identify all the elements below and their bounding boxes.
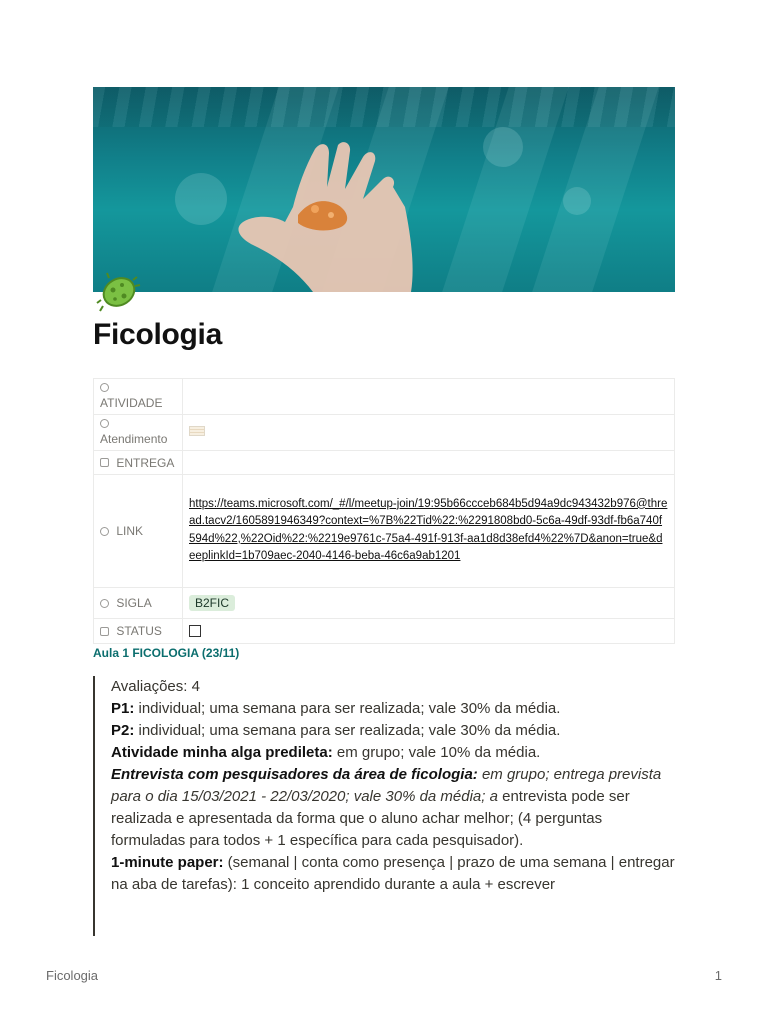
property-name-status: STATUS — [94, 618, 183, 643]
section-heading-link[interactable]: Aula 1 FICOLOGIA (23/11) — [93, 646, 240, 660]
avaliacoes-line: Avaliações: 4 — [111, 678, 200, 695]
cover-image — [93, 87, 675, 292]
select-icon — [100, 599, 109, 608]
property-row-entrega — [94, 450, 675, 474]
file-thumbnail[interactable] — [189, 426, 205, 436]
property-row-atendimento — [94, 414, 675, 450]
bacteria-icon — [95, 270, 141, 316]
property-row-sigla — [94, 587, 675, 618]
minute-paper-paragraph: 1-minute paper: (semanal | conta como presença | prazo de uma semana | entregar na aba de tarefas): 1 conceito aprendido durante a aula + escrever — [111, 854, 675, 893]
select-icon — [100, 383, 109, 392]
calendar-icon — [100, 458, 109, 467]
property-name-entrega: ENTREGA — [94, 450, 183, 474]
link-value — [183, 474, 675, 587]
status-value — [183, 618, 675, 643]
link-icon — [100, 527, 109, 536]
entrega-value[interactable] — [183, 450, 675, 474]
hand-illustration — [93, 87, 675, 292]
property-name-atendimento: Atendimento — [94, 414, 183, 450]
atividade-value[interactable] — [183, 379, 675, 415]
entrevista-paragraph: Entrevista com pesquisadores da área de ficologia: em grupo; entrega prevista para o dia 15/03/2021 - 22/03/2020; vale 30% da média; a entrevista pode ser realizada e apresentada da forma que o aluno achar melhor; (4 perguntas formuladas para todos + 1 específica para cada pesquisador). — [111, 766, 662, 849]
property-row-atividade — [94, 379, 675, 415]
teams-meeting-link[interactable]: https://teams.microsoft.com/_#/l/meetup-join/19:95b66ccceb684b5d94a9dc943432b976@thread.tacv2/1605891946349?context=%7B%22Tid%22:%2291808bd0-5c6a-49df-93df-fb6a740f594d%22,%22Oid%22:%2219e9761c-75a4-491f-913f-aa1d8d38efd4%22%7D&anon=true&deeplinkId=1b709aec-2040-4146-beba-46c6a9ab1201 — [189, 497, 668, 563]
property-name-link: LINK — [94, 474, 183, 587]
footer-title: Ficologia — [46, 968, 99, 983]
footer-page-number: 1 — [714, 968, 722, 983]
attachment-icon — [100, 419, 109, 428]
status-checkbox[interactable] — [189, 625, 201, 637]
property-name-atividade: ATIVIDADE — [94, 379, 183, 415]
property-row-status — [94, 618, 675, 643]
quote-block — [93, 676, 675, 936]
sigla-tag[interactable]: B2FIC — [189, 595, 235, 611]
p1-line: P1: individual; uma semana para ser realizada; vale 30% da média. — [111, 700, 561, 717]
property-name-sigla: SIGLA — [94, 587, 183, 618]
atendimento-value[interactable] — [183, 414, 675, 450]
checkbox-property-icon — [100, 627, 109, 636]
p2-line: P2: individual; uma semana para ser realizada; vale 30% da média. — [111, 722, 561, 739]
sigla-value — [183, 587, 675, 618]
property-row-link — [94, 474, 675, 587]
page-title: Ficologia — [93, 318, 222, 351]
alga-line: Atividade minha alga predileta: em grupo; vale 10% da média. — [111, 744, 541, 761]
properties-table — [93, 378, 675, 644]
